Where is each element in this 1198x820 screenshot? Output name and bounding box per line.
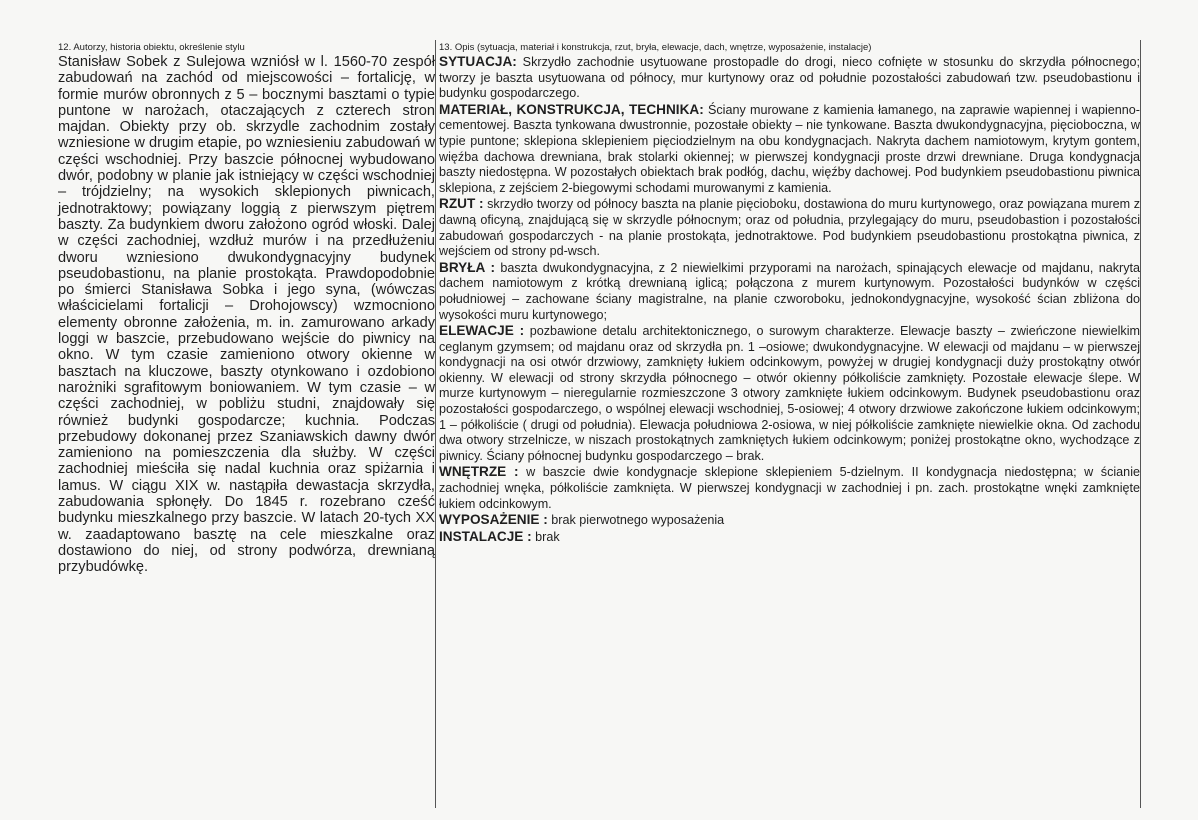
history-header: 12. Autorzy, historia obiektu, określenie stylu <box>58 42 245 53</box>
section-label: WNĘTRZE : <box>439 464 519 480</box>
section-label: BRYŁA : <box>439 259 495 275</box>
section-material <box>439 102 1140 197</box>
section-situation <box>439 54 1140 102</box>
section-installations <box>439 529 1140 546</box>
section-massing <box>439 260 1140 323</box>
description-header: 13. Opis (sytuacja, materiał i konstrukcja, rzut, bryła, elewacje, dach, wnętrze, wyposażenie, instalacje) <box>439 42 872 53</box>
section-text: skrzydło tworzy od północy baszta na planie pięcioboku, dostawiona do muru kurtynowego, oraz powiązana murem z dawną oficyną, znajdującą się w skrzydle północnym; oraz od południa, przylegający do muru, pseudobastion i pozostałości zabudowań gospodarczych - na planie prostokąta, jednotraktowe. Pod budynkiem pseudobastionu prostokątna piwnica, z wejściem od strony pd-wsch. <box>439 197 1140 259</box>
section-label: WYPOSAŻENIE : <box>439 512 548 528</box>
section-plan <box>439 196 1140 259</box>
description-body <box>439 54 1140 545</box>
section-elevations <box>439 323 1140 464</box>
section-label: ELEWACJE : <box>439 323 525 339</box>
section-label: SYTUACJA: <box>439 54 517 69</box>
section-text: pozbawione detalu architektonicznego, o surowym charakterze. Elewacje baszty – zwieńczone niewielkim ceglanym gzymsem; od majdanu oraz od skrzydła pn. 1 –osiowe; dwukondygnacyjne. W elewacji od majdanu – w pierwszej kondygnacji na osi otwór drzwiowy, zamknięty łukiem odcinkowym, powyżej w drugiej kondygnacji duży prostokątny otwór okienny. W elewacji od strony skrzydła północnego – otwór okienny półkoliście zamknięty. Pozostałe elewacje ślepe. W murze kurtynowym – nieregularnie rozmieszczone 3 otwory zamknięte łukiem odcinkowym. Budynek pseudobastionu oraz pozostałości gospodarczego, o wspólnej elewacji wschodniej, 5-osiowej; 4 otwory drzwiowe zakończone łukiem odcinkowym; 1 – półkoliście ( drugi od południa). Elewacja południowa 2-osiowa, w niej półkoliście zamknięte niewielkie okna. Od zachodu dwa otwory strzelnicze, w niszach prostokątnych zamkniętych łukiem odcinkowym; poniżej prostokątne okno, wychodzące z piwnicy. Ściany północnej budynku gospodarczego – brak. <box>439 324 1140 463</box>
description-column <box>439 40 1141 808</box>
section-label: MATERIAŁ, KONSTRUKCJA, TECHNIKA: <box>439 101 704 117</box>
section-text: brak pierwotnego wyposażenia <box>547 513 725 528</box>
section-text: Skrzydło zachodnie usytuowane prostopadle do drogi, nieco cofnięte w stosunku do skrzydła północnego; tworzy je baszta usytuowana od północy, mur kurtynowy oraz od południe pozostałości zabudowań tzw. pseudobastionu i budynku gospodarczego. <box>439 55 1140 101</box>
section-text: brak <box>531 529 560 544</box>
section-interior <box>439 464 1140 512</box>
section-text: Ściany murowane z kamienia łamanego, na zaprawie wapiennej i wapienno-cementowej. Baszta tynkowana dwustronnie, pozostałe obiekty – nie tynkowane. Baszta dwukondygnacyjna, pięcioboczna, w typie puntone; sklepiona sklepieniem pięciodzielnym na obu kondygnacjach. Nakryta dachem namiotowym, krytym gontem, więźba dachowa drewniana, brak stolarki okiennej; w pierwszej kondygnacji proste drzwi drewniane. Druga kondygnacja baszty niedostępna. W pozostałych obiektach brak podłóg, dachu, więźby dachowej. Pod budynkiem pseudobastionu piwnica sklepiona, z zejściem 2-biegowymi schodami murowanymi z kamienia. <box>439 102 1140 195</box>
section-label: RZUT : <box>439 196 484 212</box>
history-text: Stanisław Sobek z Sulejowa wzniósł w l. 1560-70 zespół zabudowań na zachód od miejscowości – fortalicję, w formie murów obronnych z 5 – bocznymi basztami o typie puntone w narożach, otaczających z czterech stron majdan. Obiekty przy ob. skrzydle zachodnim zostały wzniesione w drugim etapie, po wzniesieniu zabudowań w części wschodniej. Przy baszcie północnej wybudowano dwór, podobny w planie jak istniejący w części wschodniej – trójdzielny; na wysokich sklepionych piwnicach, jednotraktowy; powiązany loggią z pierwszym piętrem baszty. Za budynkiem dworu założono ogród włoski. Dalej w części zachodniej, wzdłuż murów i na przedłużeniu dworu wzniesiono dwukondygnacyjny budynek pseudobastionu, na planie prostokąta. Prawdopodobnie po śmierci Stanisława Sobka i jego syna, (wówczas właścicielami fortalicji – Drohojowscy) wzmocniono elementy obronne założenia, m. in. zamurowano arkady loggi w baszcie, przebudowano wejście do piwnicy na okno. W tym czasie zamieniono otwory okienne w basztach na kluczowe, baszty otynkowano i ozdobiono narożniki sgrafitowym boniowaniem. W tym czasie – w części zachodniej, w pobliżu studni, znajdowały się również budynki gospodarcze; kuchnia. Podczas przebudowy dokonanej przez Szaniawskich dawny dwór zamieniono na pomieszczenia dla służby. W części zachodniej mieściła się nadal kuchnia oraz spiżarnia i lamus. W ciągu XIX w. nastąpiła dewastacja skrzydła, zabudowania spłonęły. Do 1845 r. rozebrano cześć budynku mieszkalnego przy baszcie. W latach 20-tych XX w. zaadaptowano basztę na cele mieszkalne oraz dostawiono do niej, od strony podwórza, drewnianą przybudówkę. <box>58 54 435 576</box>
history-column <box>58 40 436 808</box>
section-label: INSTALACJE : <box>439 528 532 544</box>
form-sheet <box>58 40 1140 808</box>
section-text: w baszcie dwie kondygnacje sklepione sklepieniem 5-dzielnym. II kondygnacja niedostępna; w ścianie zachodniej wnęka, półkoliście zamknięta. W pierwszej kondygnacji w zachodniej i pn. zach. prostokątne wnęki zamknięte łukiem odcinkowym. <box>439 465 1140 511</box>
section-text: baszta dwukondygnacyjna, z 2 niewielkimi przyporami na narożach, spinających elewacje od majdanu, nakryta dachem namiotowym z krótką drewnianą iglicą; połączona z murem kurtynowym. Pozostałości budynków w części południowej – zachowane ściany magistralne, na planie czworoboku, jednokondygnacyjne, wysokość ścian zbliżona do wysokości muru kurtynowego; <box>439 260 1141 322</box>
section-furnishings <box>439 512 1140 529</box>
